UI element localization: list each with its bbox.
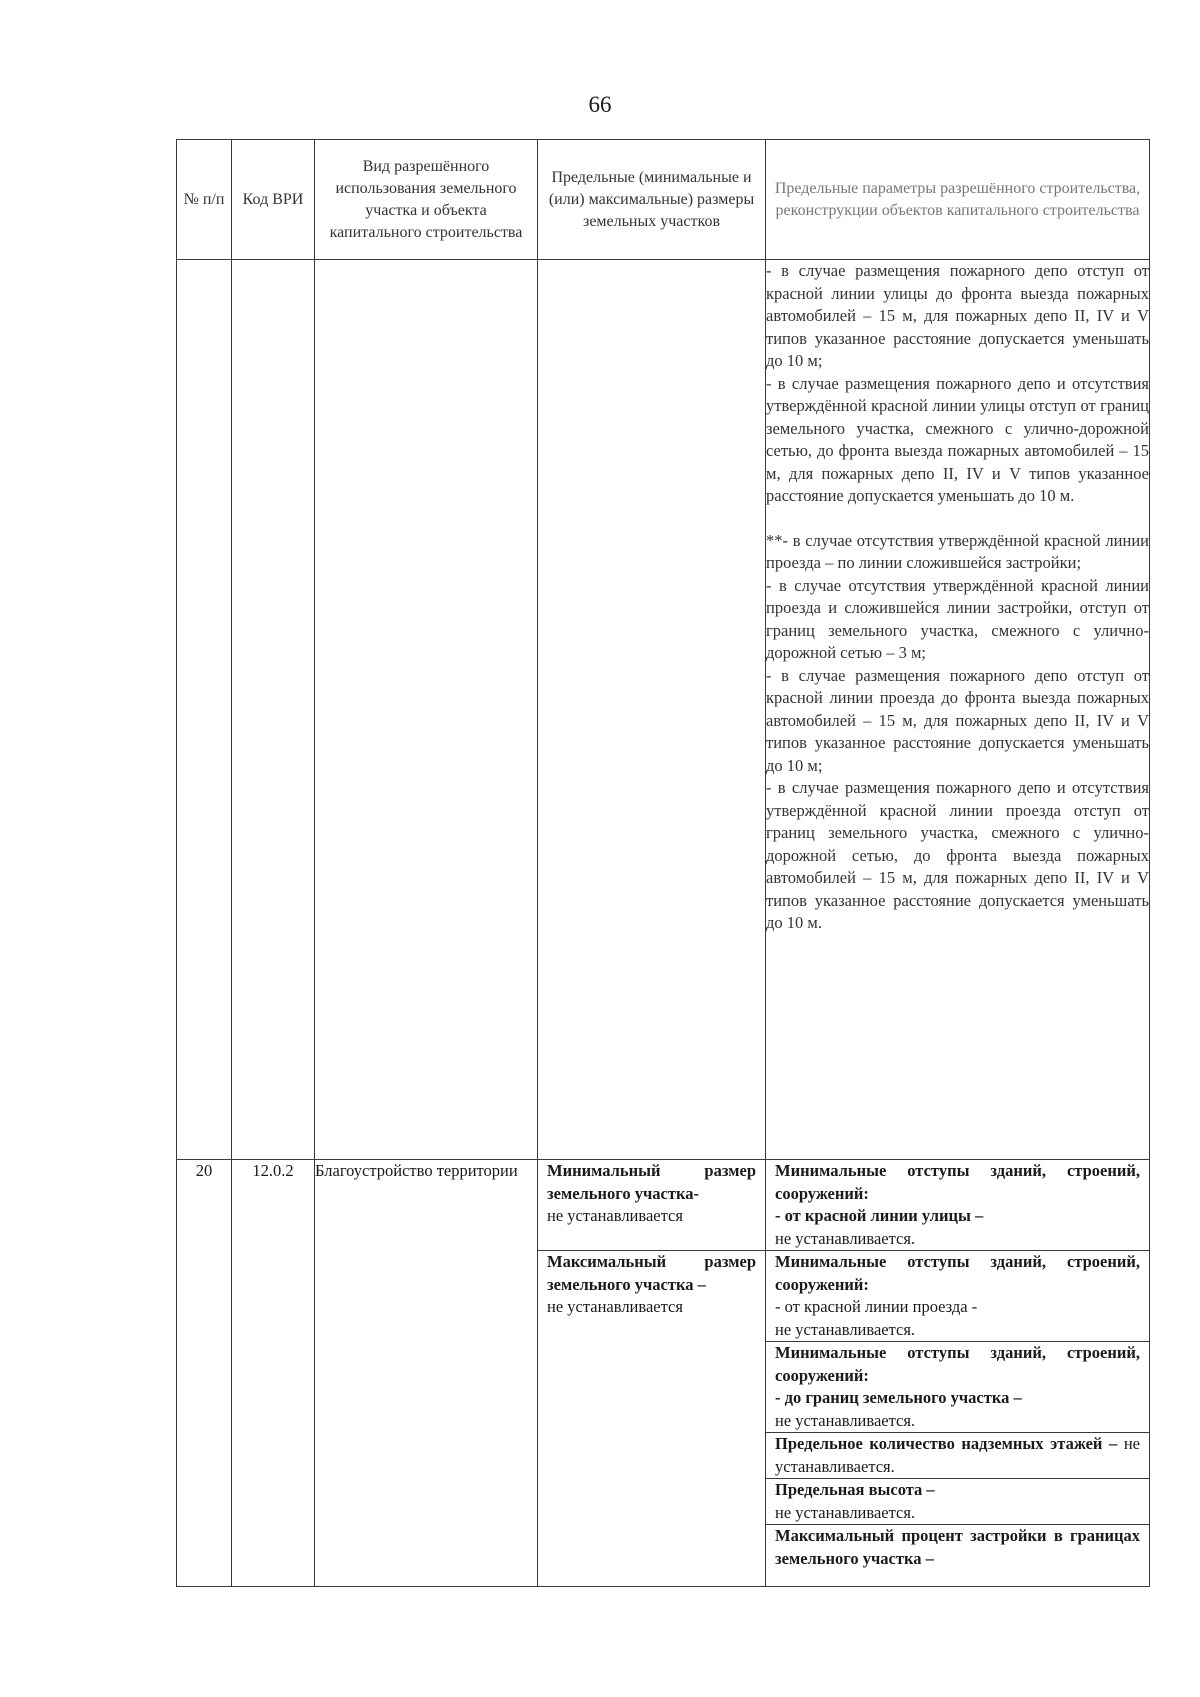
param-value: не устанавливается. (775, 1228, 916, 1248)
cell-empty (538, 260, 766, 1160)
param-paragraph: - в случае размещения пожарного депо отступ от красной линии улицы до фронта выезда пожарных автомобилей – 15 м, для пожарных депо II, IV и V типов указанное расстояние допускается уменьшать до 10 м; (766, 261, 1149, 370)
header-number: № п/п (177, 140, 232, 260)
param-paragraph: - в случае отсутствия утверждённой красной линии проезда и сложившейся линии застройки, отступ от границ земельного участка, смежного с улично-дорожной сетью – 3 м; (766, 575, 1149, 662)
cell-build-params (766, 1160, 1150, 1587)
param-line: - от красной линии улицы – (775, 1206, 984, 1225)
max-size-label: Максимальный размер земельного участка – (547, 1252, 756, 1294)
cell-empty (232, 260, 315, 1160)
max-size-value: не устанавливается (547, 1297, 683, 1316)
param-value: не устанавливается. (775, 1502, 916, 1522)
param-title: Минимальные отступы зданий, строений, сооружений: (775, 1252, 1140, 1294)
param-line: - до границ земельного участка – (775, 1388, 1022, 1407)
table-row-20 (177, 1160, 1150, 1587)
param-paragraph: - в случае размещения пожарного депо отступ от красной линии проезда до фронта выезда пожарных автомобилей – 15 м, для пожарных депо II, IV и V типов указанное расстояние допускается уменьшать до 10 м; (766, 665, 1149, 775)
param-max-floors (766, 1433, 1149, 1479)
param-title: Минимальные отступы зданий, строений, сооружений: (775, 1161, 1140, 1203)
param-title: Максимальный процент застройки в границах земельного участка – (775, 1526, 1140, 1568)
min-size-label: Минимальный размер земельного участка- (547, 1161, 756, 1203)
header-plot-sizes: Предельные (минимальные и (или) максимальные) размеры земельных участков (538, 140, 766, 260)
param-setback-driveway (766, 1251, 1149, 1342)
max-plot-size (538, 1251, 765, 1319)
param-setback-plot-border (766, 1342, 1149, 1433)
header-code: Код ВРИ (232, 140, 315, 260)
table-row-continuation (177, 260, 1150, 1160)
cell-use-type: Благоустройство территории (315, 1160, 538, 1587)
cell-empty (315, 260, 538, 1160)
table-header-row (177, 140, 1150, 260)
regulations-table (176, 139, 1150, 1587)
param-paragraph: **- в случае отсутствия утверждённой красной линии проезда – по линии сложившейся застройки; (766, 530, 1149, 572)
cell-row-number: 20 (177, 1160, 232, 1587)
cell-code: 12.0.2 (232, 1160, 315, 1587)
cell-continuation-params (766, 260, 1150, 1160)
header-use-type: Вид разрешённого использования земельного участка и объекта капитального строительства (315, 140, 538, 260)
param-max-coverage (766, 1525, 1149, 1570)
cell-plot-sizes (538, 1160, 766, 1587)
min-plot-size (538, 1160, 765, 1251)
param-paragraph: - в случае размещения пожарного депо и отсутствия утверждённой красной линии проезда отступ от границ земельного участка, смежного с улично-дорожной сетью, до фронта выезда пожарных автомобилей – 15 м, для пожарных депо II, IV и V типов указанное расстояние допускается уменьшать до 10 м. (766, 778, 1149, 932)
param-title: Минимальные отступы зданий, строений, сооружений: (775, 1343, 1140, 1385)
header-build-params: Предельные параметры разрешённого строительства, реконструкции объектов капитального строительства (766, 140, 1150, 260)
param-value: не устанавливается. (775, 1434, 1140, 1476)
param-title: Предельная высота – (775, 1480, 935, 1499)
param-title: Предельное количество надземных этажей – (775, 1434, 1118, 1453)
page-number: 66 (588, 92, 612, 117)
param-setback-street (766, 1160, 1149, 1251)
param-value: не устанавливается. (775, 1410, 916, 1430)
param-value: не устанавливается. (775, 1319, 916, 1339)
param-paragraph: - в случае размещения пожарного депо и отсутствия утверждённой красной линии улицы отступ от границ земельного участка, смежного с улично-дорожной сетью, до фронта выезда пожарных автомобилей – 15 м, для пожарных депо II, IV и V типов указанное расстояние допускается уменьшать до 10 м. (766, 373, 1149, 505)
param-max-height (766, 1479, 1149, 1525)
min-size-value: не устанавливается (547, 1206, 683, 1225)
cell-empty (177, 260, 232, 1160)
param-line: - от красной линии проезда - (775, 1297, 978, 1316)
